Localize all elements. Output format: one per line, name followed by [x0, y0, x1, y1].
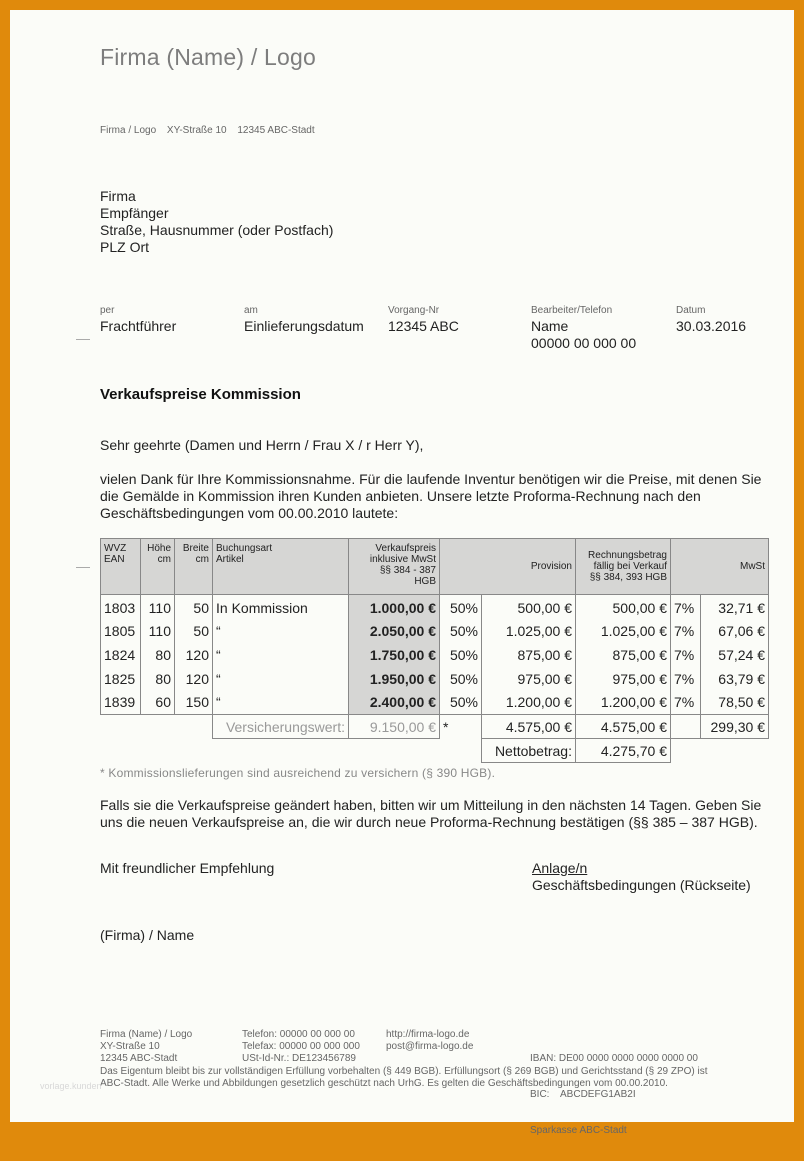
cell-provision: 1.025,00 €: [482, 619, 576, 643]
cell-verkaufspreis: 2.050,00 €: [349, 619, 440, 643]
info-label: Bearbeiter/Telefon: [531, 305, 613, 316]
cell-wvz: 1824: [101, 643, 141, 667]
cell-mwst: 67,06 €: [701, 619, 769, 643]
footer-bank: [530, 1029, 698, 1161]
sender-return-line: [100, 125, 323, 136]
cell-mwst-pct: 7%: [671, 595, 701, 619]
recipient-line: Firma: [100, 188, 136, 204]
attachment-item: Geschäftsbedingungen (Rückseite): [532, 877, 751, 893]
mwst-total: 299,30 €: [701, 715, 769, 739]
table-row: [101, 619, 769, 643]
footer-email: post@firma-logo.de: [386, 1041, 474, 1052]
company-title: Firma (Name) / Logo: [100, 44, 316, 70]
netto-value: 4.275,70 €: [576, 739, 671, 763]
cell-breite: 150: [175, 691, 213, 715]
footer-line: BIC: ABCDEFG1AB2I: [530, 1089, 636, 1100]
cell-verkaufspreis: 2.400,00 €: [349, 691, 440, 715]
cell-buchungsart: “: [213, 691, 349, 715]
footer-line: 12345 ABC-Stadt: [100, 1053, 178, 1064]
footer-line: Sparkasse ABC-Stadt: [530, 1125, 627, 1136]
letter-closing: Mit freundlicher Empfehlung: [100, 860, 275, 876]
cell-provision: 875,00 €: [482, 643, 576, 667]
cell-mwst: 78,50 €: [701, 691, 769, 715]
col-header-buchungsart: Buchungsart Artikel: [213, 539, 349, 595]
cell-hoehe: 110: [141, 619, 175, 643]
info-bearbeiter: [531, 305, 636, 352]
cell-provision-pct: 50%: [440, 595, 482, 619]
attachments: [532, 860, 751, 894]
recipient-line: PLZ Ort: [100, 239, 150, 255]
provision-total: 4.575,00 €: [482, 715, 576, 739]
footer-web: [386, 1029, 473, 1053]
table-row: [101, 643, 769, 667]
info-label: am: [244, 305, 258, 316]
sender-street: XY-Straße 10: [166, 125, 227, 136]
info-value: Frachtführer: [100, 318, 177, 334]
cell-hoehe: 110: [141, 595, 175, 619]
info-label: per: [100, 305, 115, 316]
cell-provision: 500,00 €: [482, 595, 576, 619]
cell-buchungsart: “: [213, 643, 349, 667]
cell-buchungsart: “: [213, 667, 349, 691]
versicherungswert-label: Versicherungswert:: [213, 715, 349, 739]
watermark: vorlage.kunden: [40, 1081, 102, 1091]
cell-verkaufspreis: 1.750,00 €: [349, 643, 440, 667]
info-datum: [676, 305, 746, 335]
footer-legal-line: ABC-Stadt. Alle Werke und Abbildungen gesetzlich geschützt nach UrhG. Es gelten die Geschäftsbedingungen vom 00.00.2010.: [100, 1078, 668, 1089]
cell-wvz: 1825: [101, 667, 141, 691]
table-row: [101, 691, 769, 715]
cell-buchungsart: In Kommission: [213, 595, 349, 619]
cell-verkaufspreis: 1.000,00 €: [349, 595, 440, 619]
cell-hoehe: 60: [141, 691, 175, 715]
col-header-mwst: MwSt: [671, 539, 769, 595]
cell-wvz: 1839: [101, 691, 141, 715]
table-netto-row: [101, 739, 769, 763]
cell-provision: 975,00 €: [482, 667, 576, 691]
info-label: Datum: [676, 305, 706, 316]
commission-table: [100, 538, 769, 763]
col-header-provision: Provision: [440, 539, 576, 595]
info-per: [100, 305, 176, 335]
letter-page: [10, 10, 794, 1136]
cell-provision-pct: 50%: [440, 619, 482, 643]
fold-mark: [76, 339, 90, 340]
attachments-title: Anlage/n: [532, 860, 588, 876]
insurance-footnote: * Kommissionslieferungen sind ausreichend zu versichern (§ 390 HGB).: [100, 766, 496, 780]
cell-breite: 50: [175, 595, 213, 619]
cell-rechnungsbetrag: 975,00 €: [576, 667, 671, 691]
rechnungsbetrag-total: 4.575,00 €: [576, 715, 671, 739]
info-value: 30.03.2016: [676, 318, 747, 334]
info-label: Vorgang-Nr: [388, 305, 440, 316]
cell-wvz: 1803: [101, 595, 141, 619]
versicherungswert-value: 9.150,00 €: [349, 715, 440, 739]
col-header-breite: Breite cm: [175, 539, 213, 595]
cell-buchungsart: “: [213, 619, 349, 643]
col-header-rechnungsbetrag: Rechnungsbetrag fällig bei Verkauf §§ 384, 393 HGB: [576, 539, 671, 595]
col-header-wvz: WVZ EAN: [101, 539, 141, 595]
versicherung-asterisk: *: [443, 718, 449, 735]
footer-line: IBAN: DE00 0000 0000 0000 0000 00: [530, 1053, 698, 1064]
netto-label: Nettobetrag:: [482, 739, 576, 763]
cell-breite: 50: [175, 619, 213, 643]
letter-subject: Verkaufspreise Kommission: [100, 386, 301, 403]
cell-rechnungsbetrag: 500,00 €: [576, 595, 671, 619]
info-value-phone: 00000 00 000 00: [531, 335, 637, 351]
cell-mwst: 57,24 €: [701, 643, 769, 667]
cell-breite: 120: [175, 643, 213, 667]
cell-provision-pct: 50%: [440, 643, 482, 667]
letter-salutation: Sehr geehrte (Damen und Herrn / Frau X / r Herr Y),: [100, 437, 424, 453]
footer-legal-line: Das Eigentum bleibt bis zur vollständigen Erfüllung vorbehalten (§ 449 BGB). Erfüllungsort (§ 269 BGB) und Gerichtsstand (§ 29 ZPO) ist: [100, 1066, 708, 1077]
punch-mark: [76, 567, 90, 568]
cell-rechnungsbetrag: 875,00 €: [576, 643, 671, 667]
cell-mwst-pct: 7%: [671, 691, 701, 715]
cell-verkaufspreis: 1.950,00 €: [349, 667, 440, 691]
cell-mwst-pct: 7%: [671, 667, 701, 691]
table-row: [101, 595, 769, 619]
cell-wvz: 1805: [101, 619, 141, 643]
cell-hoehe: 80: [141, 667, 175, 691]
cell-hoehe: 80: [141, 643, 175, 667]
cell-breite: 120: [175, 667, 213, 691]
table-header-row: [101, 539, 769, 595]
footer-line: USt-Id-Nr.: DE123456789: [242, 1053, 356, 1064]
footer-line: XY-Straße 10: [100, 1041, 160, 1052]
footer-legal: [100, 1066, 708, 1090]
cell-provision-pct: 50%: [440, 691, 482, 715]
recipient-line: Straße, Hausnummer (oder Postfach): [100, 222, 334, 238]
cell-mwst: 32,71 €: [701, 595, 769, 619]
recipient-line: Empfänger: [100, 205, 169, 221]
footer-contact: [242, 1029, 360, 1065]
footer-line: Firma (Name) / Logo: [100, 1029, 193, 1040]
info-am: [244, 305, 364, 335]
info-value: 12345 ABC: [388, 318, 459, 334]
cell-rechnungsbetrag: 1.200,00 €: [576, 691, 671, 715]
letter-request: Falls sie die Verkaufspreise geändert haben, bitten wir um Mitteilung in den nächsten 14 Tagen. Geben Sie uns die neuen Verkaufspreise an, die wir durch neue Proforma-Rechnung bestätigen (§§ 385 – 387 HGB).: [100, 797, 762, 830]
sender-city: 12345 ABC-Stadt: [237, 125, 315, 136]
cell-mwst: 63,79 €: [701, 667, 769, 691]
col-header-hoehe: Höhe cm: [141, 539, 175, 595]
recipient-address: [100, 188, 333, 256]
footer-line: Telefon: 00000 00 000 00: [242, 1029, 355, 1040]
info-value: Einlieferungsdatum: [244, 318, 364, 334]
cell-mwst-pct: 7%: [671, 643, 701, 667]
footer-line: Telefax: 00000 00 000 000: [242, 1041, 360, 1052]
letter-intro: vielen Dank für Ihre Kommissionsnahme. Für die laufende Inventur benötigen wir die Preise, mit denen Sie die Gemälde in Kommission ihren Kunden anbieten. Unsere letzte Proforma-Rechnung nach den Geschäftsbedingungen vom 00.00.2010 lautete:: [100, 471, 762, 521]
col-header-verkaufspreis: Verkaufspreis inklusive MwSt §§ 384 - 387 HGB: [349, 539, 440, 595]
info-value: Name: [531, 318, 569, 334]
cell-provision: 1.200,00 €: [482, 691, 576, 715]
cell-mwst-pct: 7%: [671, 619, 701, 643]
table-sum-row: [101, 715, 769, 739]
letter-signature: (Firma) / Name: [100, 927, 195, 943]
cell-rechnungsbetrag: 1.025,00 €: [576, 619, 671, 643]
info-vorgang: [388, 305, 459, 335]
footer-address: [100, 1029, 192, 1065]
sender-company: Firma / Logo: [100, 125, 157, 136]
cell-provision-pct: 50%: [440, 667, 482, 691]
table-row: [101, 667, 769, 691]
footer-website: http://firma-logo.de: [386, 1029, 470, 1040]
